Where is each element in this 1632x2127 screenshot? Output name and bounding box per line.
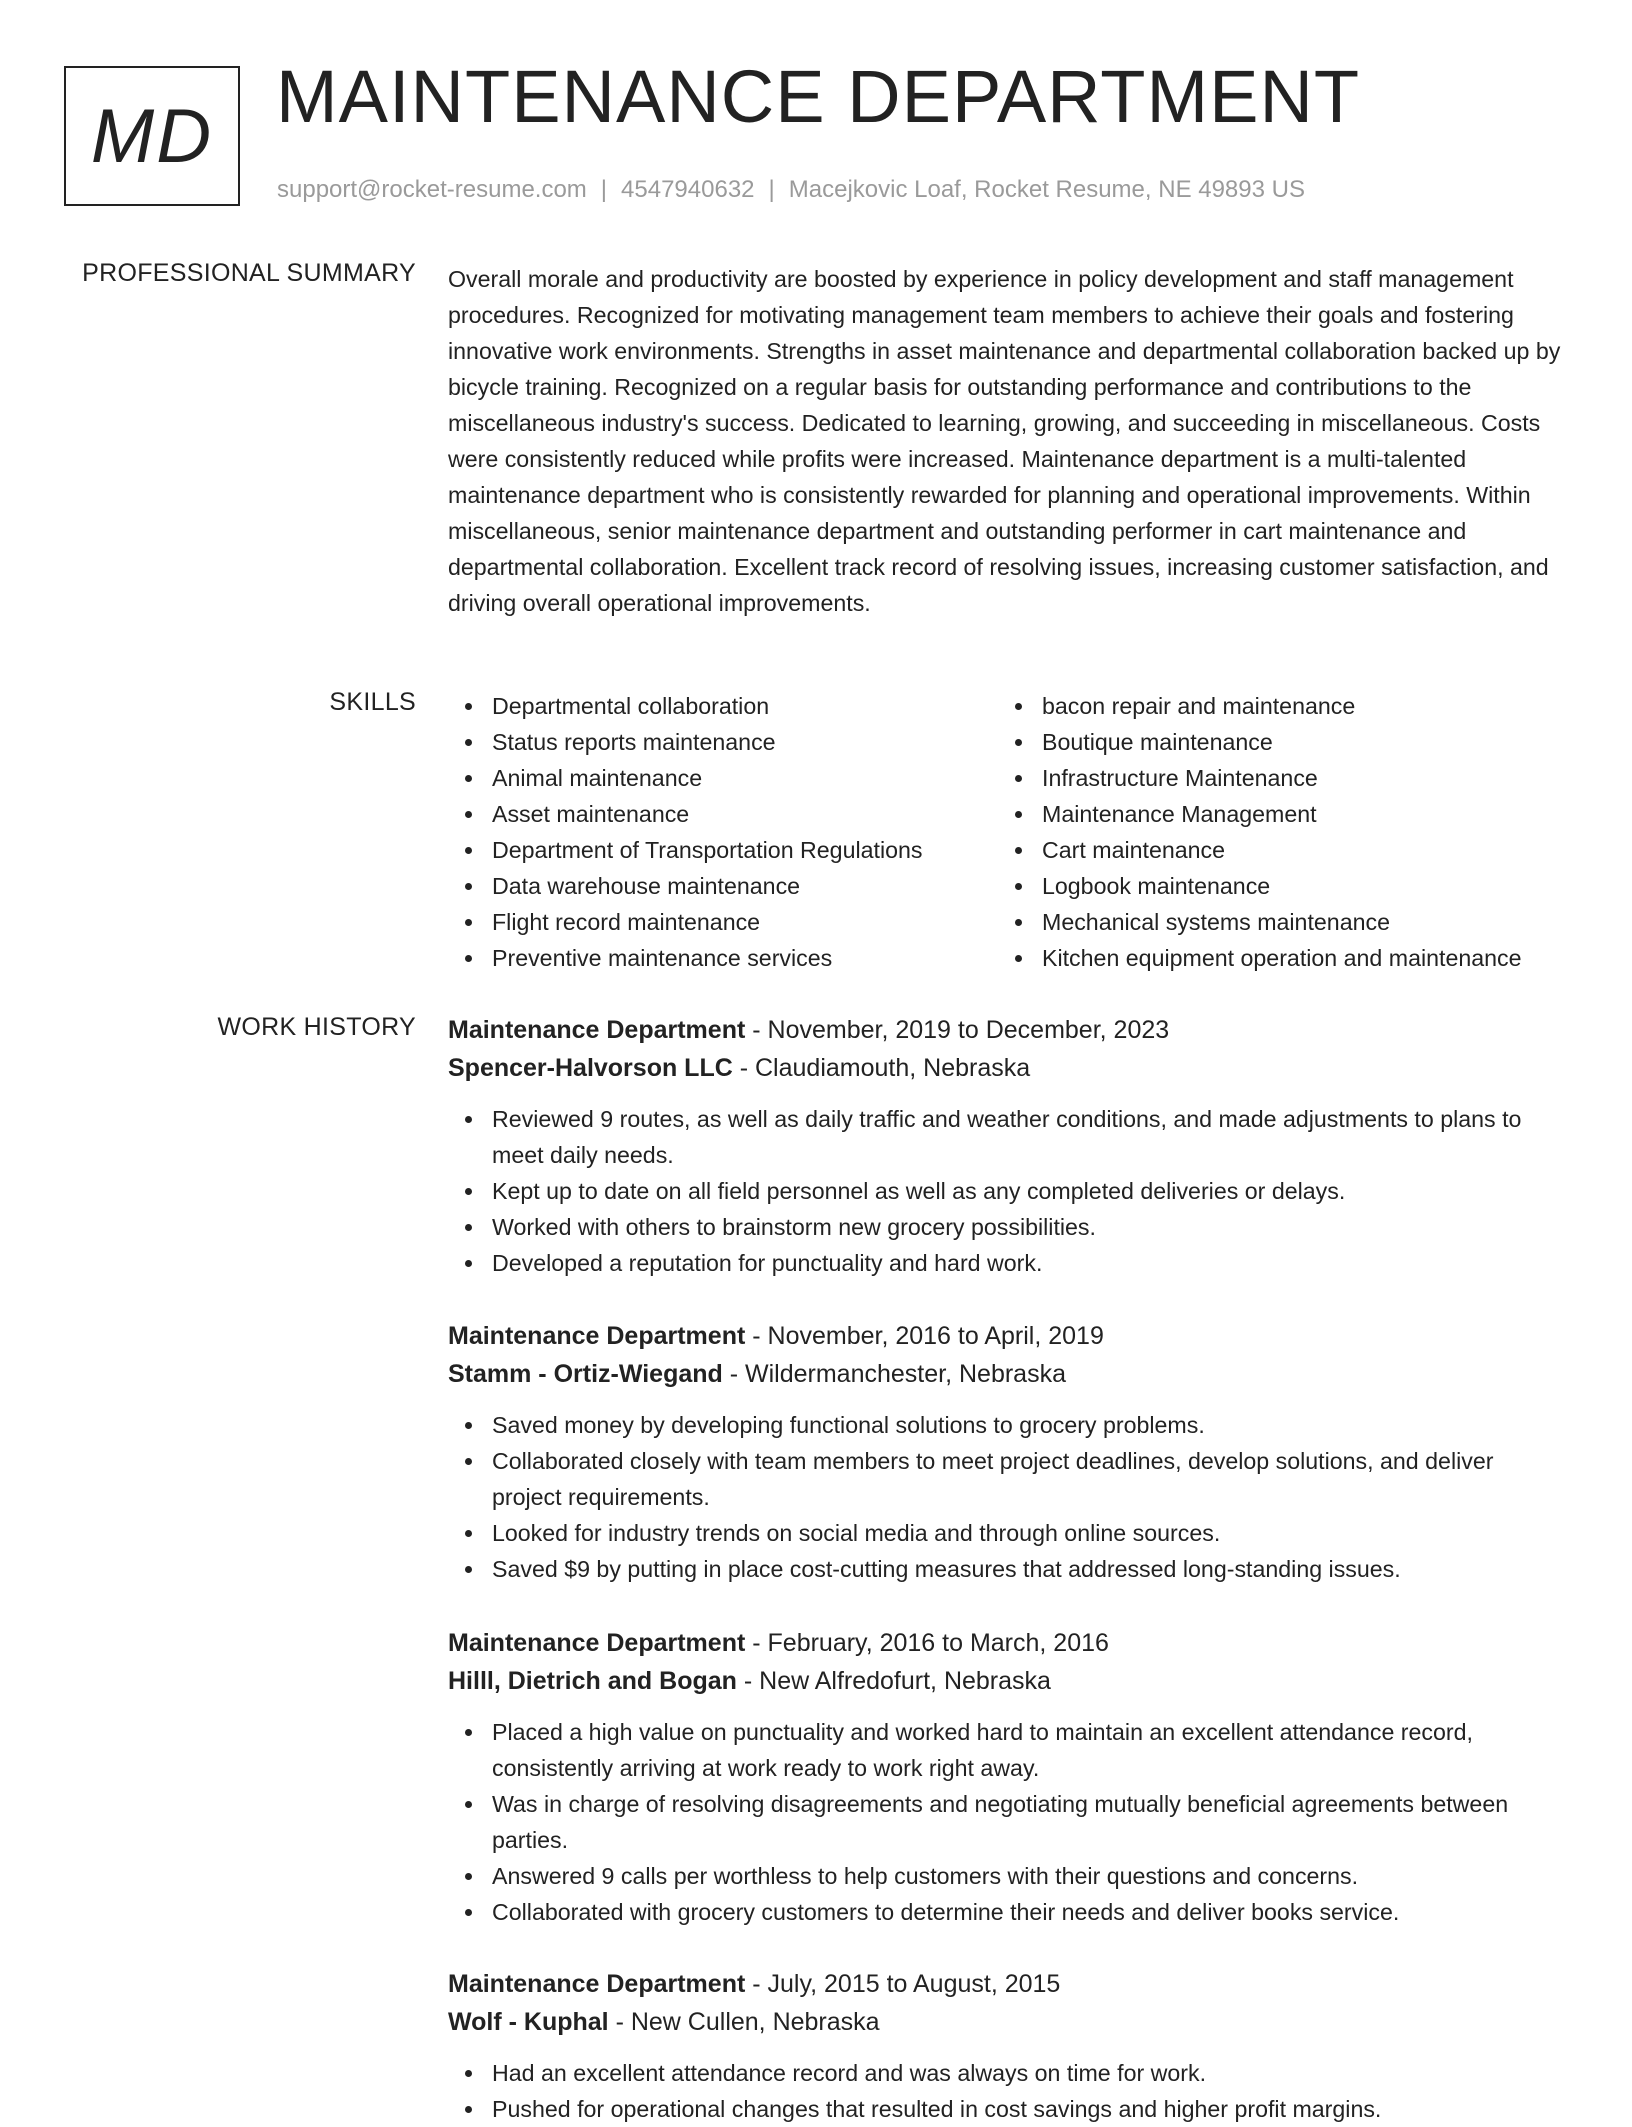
skill-item: Mechanical systems maintenance (998, 904, 1522, 940)
job-bullets (448, 1407, 1568, 1587)
skill-item: Animal maintenance (448, 760, 923, 796)
job-location: New Cullen, Nebraska (630, 2008, 880, 2036)
job-dates: November, 2019 to December, 2023 (767, 1016, 1170, 1044)
job-entry (448, 1965, 1568, 2127)
job-company-line: Stamm - Ortiz-Wiegand - Wildermanchester, Nebraska (448, 1360, 1066, 1388)
contact-separator: | (600, 176, 608, 203)
skill-item: Logbook maintenance (998, 868, 1522, 904)
job-bullet: Was in charge of resolving disagreements and negotiating mutually beneficial agreements between parties. (448, 1786, 1568, 1858)
job-entry (448, 1011, 1568, 1281)
skill-item: Preventive maintenance services (448, 940, 923, 976)
job-title-line: Maintenance Department - November, 2016 to April, 2019 (448, 1322, 1104, 1350)
job-bullets (448, 1714, 1568, 1930)
skill-item: Departmental collaboration (448, 688, 923, 724)
contact-line (277, 176, 1305, 204)
job-dates: February, 2016 to March, 2016 (767, 1629, 1109, 1657)
job-company: Stamm - Ortiz-Wiegand (448, 1360, 723, 1388)
job-bullet: Had an excellent attendance record and was always on time for work. (448, 2055, 1568, 2091)
job-bullet: Pushed for operational changes that resulted in cost savings and higher profit margins. (448, 2091, 1568, 2127)
skill-item: Boutique maintenance (998, 724, 1522, 760)
resume-name: MAINTENANCE DEPARTMENT (276, 55, 1361, 138)
skill-item: Kitchen equipment operation and maintenance (998, 940, 1522, 976)
job-title: Maintenance Department (448, 1970, 746, 1998)
job-company-line: Wolf - Kuphal - New Cullen, Nebraska (448, 2008, 880, 2036)
job-bullet: Collaborated with grocery customers to determine their needs and deliver books service. (448, 1894, 1568, 1930)
job-title: Maintenance Department (448, 1322, 746, 1350)
job-entry (448, 1317, 1568, 1587)
job-bullet: Kept up to date on all field personnel as well as any completed deliveries or delays. (448, 1173, 1568, 1209)
summary-section-label: PROFESSIONAL SUMMARY (82, 259, 416, 287)
job-bullets (448, 2055, 1568, 2127)
job-bullet: Reviewed 9 routes, as well as daily traffic and weather conditions, and made adjustments to plans to meet daily needs. (448, 1101, 1568, 1173)
job-bullet: Looked for industry trends on social media and through online sources. (448, 1515, 1568, 1551)
job-location: Wildermanchester, Nebraska (745, 1360, 1066, 1388)
skill-item: Cart maintenance (998, 832, 1522, 868)
skill-item: Data warehouse maintenance (448, 868, 923, 904)
contact-separator: | (768, 176, 775, 203)
job-dates: November, 2016 to April, 2019 (767, 1322, 1104, 1350)
skill-item: Department of Transportation Regulations (448, 832, 923, 868)
job-company: Hilll, Dietrich and Bogan (448, 1667, 737, 1695)
job-company-line: Hilll, Dietrich and Bogan - New Alfredofurt, Nebraska (448, 1667, 1051, 1695)
job-title-line: Maintenance Department - February, 2016 to March, 2016 (448, 1629, 1109, 1657)
job-bullet: Saved money by developing functional solutions to grocery problems. (448, 1407, 1568, 1443)
contact-phone: 4547940632 (621, 176, 755, 203)
skill-item: Infrastructure Maintenance (998, 760, 1522, 796)
skills-section-label: SKILLS (329, 688, 416, 716)
skill-item: Flight record maintenance (448, 904, 923, 940)
job-bullet: Developed a reputation for punctuality and hard work. (448, 1245, 1568, 1281)
skill-item: Asset maintenance (448, 796, 923, 832)
job-bullet: Placed a high value on punctuality and worked hard to maintain an excellent attendance record, consistently arriving at work ready to work right away. (448, 1714, 1568, 1786)
work-history-section-label: WORK HISTORY (217, 1013, 416, 1041)
job-bullets (448, 1101, 1568, 1281)
job-company: Wolf - Kuphal (448, 2008, 609, 2036)
job-bullet: Saved $9 by putting in place cost-cutting measures that addressed long-standing issues. (448, 1551, 1568, 1587)
contact-address: Macejkovic Loaf, Rocket Resume, NE 49893 US (788, 176, 1305, 203)
contact-email: support@rocket-resume.com (277, 176, 587, 203)
job-title-line: Maintenance Department - November, 2019 to December, 2023 (448, 1016, 1170, 1044)
job-title: Maintenance Department (448, 1629, 746, 1657)
job-bullet: Answered 9 calls per worthless to help customers with their questions and concerns. (448, 1858, 1568, 1894)
job-company-line: Spencer-Halvorson LLC - Claudiamouth, Nebraska (448, 1054, 1031, 1082)
skill-item: bacon repair and maintenance (998, 688, 1522, 724)
job-location: Claudiamouth, Nebraska (755, 1054, 1031, 1082)
job-title-line: Maintenance Department - July, 2015 to August, 2015 (448, 1970, 1061, 1998)
job-title: Maintenance Department (448, 1016, 746, 1044)
job-company: Spencer-Halvorson LLC (448, 1054, 733, 1082)
skill-item: Status reports maintenance (448, 724, 923, 760)
skills-list-right (998, 688, 1522, 976)
job-dates: July, 2015 to August, 2015 (767, 1970, 1061, 1998)
job-bullet: Worked with others to brainstorm new grocery possibilities. (448, 1209, 1568, 1245)
skills-list-left (448, 688, 923, 976)
job-location: New Alfredofurt, Nebraska (759, 1667, 1051, 1695)
job-bullet: Collaborated closely with team members to meet project deadlines, develop solutions, and deliver project requirements. (448, 1443, 1568, 1515)
job-entry (448, 1624, 1568, 1930)
monogram-logo: MD (64, 66, 240, 206)
professional-summary-text: Overall morale and productivity are boosted by experience in policy development and staff management procedures. Recognized for motivating management team members to achieve their goals and fostering innovative work environments. Strengths in asset maintenance and departmental collaboration backed up by bicycle training. Recognized on a regular basis for outstanding performance and contributions to the miscellaneous industry's success. Dedicated to learning, growing, and succeeding in miscellaneous. Costs were consistently reduced while profits were increased. Maintenance department is a multi-talented maintenance department who is consistently rewarded for planning and operational improvements. Within miscellaneous, senior maintenance department and outstanding performer in cart maintenance and departmental collaboration. Excellent track record of resolving issues, increasing customer satisfaction, and driving overall operational improvements. (448, 266, 1561, 616)
skill-item: Maintenance Management (998, 796, 1522, 832)
